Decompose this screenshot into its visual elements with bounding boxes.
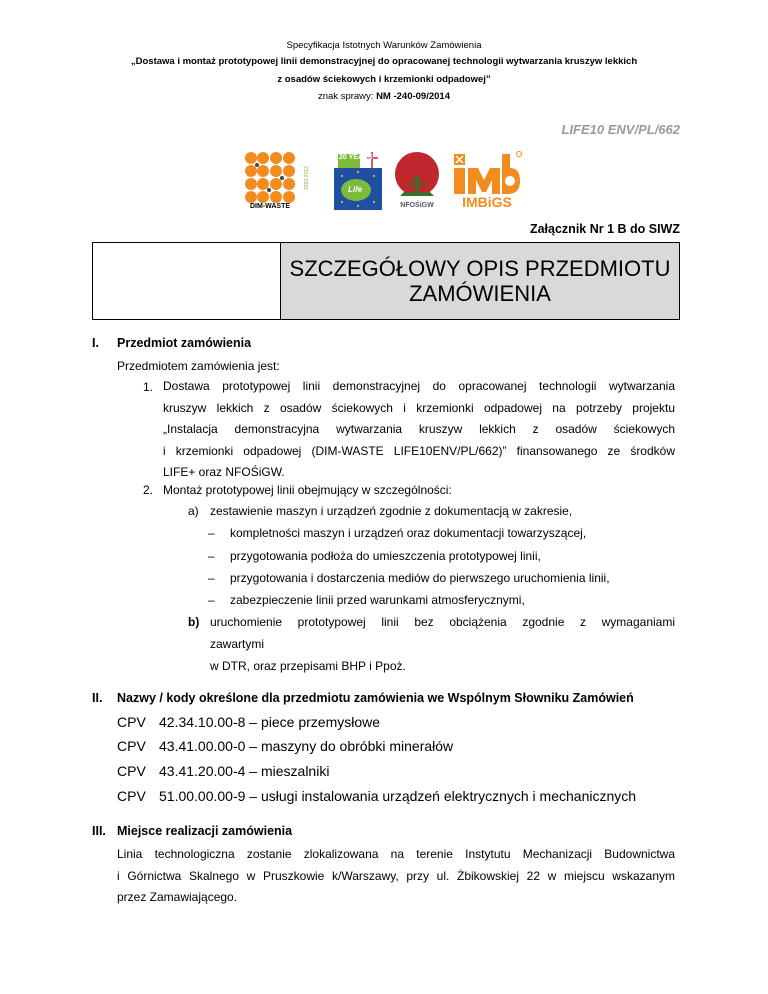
title-box [92, 242, 680, 320]
item2-text: Montaż prototypowej linii obejmujący w szczególności: [163, 483, 452, 497]
sub-a-text: zestawienie maszyn i urządzeń zgodnie z dokumentacją w zakresie, [210, 504, 573, 518]
section2-number: II. [92, 691, 103, 705]
title-box-empty-cell [93, 243, 281, 319]
sub-b-line3: w DTR, oraz przepisami BHP i Ppoż. [210, 659, 406, 673]
cpv-label: CPV [117, 714, 146, 730]
life-logo [304, 150, 386, 212]
dash-item: przygotowania i dostarczenia mediów do pierwszego uruchomienia linii, [230, 571, 610, 585]
dash-bullet: – [208, 571, 215, 585]
project-code: LIFE10 ENV/PL/662 [561, 122, 680, 137]
life-years: 1992-2012 [304, 166, 310, 190]
section3-line: Linia technologiczna zostanie zlokalizowana na terenie Instytutu Mechanizacji Budownictwa [117, 847, 675, 861]
item1-line: i krzemionki odpadowej (DIM-WASTE LIFE10ENV/PL/662)” finansowanego ze środków [163, 443, 675, 458]
cpv-text: 51.00.00.00-9 – usługi instalowania urządzeń elektrycznych i mechanicznych [159, 788, 637, 804]
sub-b-label: b) [188, 615, 200, 629]
imbigs-label: IMBiGS [462, 194, 512, 210]
cpv-text: 43.41.00.00-0 – maszyny do obróbki minerałów [159, 738, 454, 754]
dim-waste-label: DIM-WASTE [249, 203, 291, 210]
nfosigw-logo [386, 150, 448, 212]
case-number-value: NM -240-09/2014 [376, 91, 450, 102]
item2-number: 2. [143, 483, 154, 497]
section1-intro: Przedmiotem zamówienia jest: [117, 359, 280, 373]
dash-item: zabezpieczenie linii przed warunkami atmosferycznymi, [230, 593, 525, 607]
document-title-line2: ZAMÓWIENIA [409, 281, 551, 306]
sub-b-line2: zawartymi [210, 637, 265, 651]
document-title-line1: SZCZEGÓŁOWY OPIS PRZEDMIOTU [289, 256, 671, 281]
life-badge: 20 YEARS [339, 154, 373, 161]
cpv-text: 42.34.10.00-8 – piece przemysłowe [159, 714, 381, 730]
section3-line: przez Zamawiającego. [117, 890, 238, 904]
dash-bullet: – [208, 549, 215, 563]
life-word: Life [348, 185, 363, 194]
order-title-line2: z osadów ściekowych i krzemionki odpadowej” [277, 74, 491, 85]
item1-number: 1. [143, 380, 154, 394]
cpv-text: 43.41.20.00-4 – mieszalniki [159, 763, 330, 779]
dash-item: przygotowania podłoża do umieszczenia prototypowej linii, [230, 549, 541, 563]
dash-bullet: – [208, 593, 215, 607]
section3-text [117, 844, 675, 909]
sub-a-label: a) [188, 504, 199, 518]
section3-line: i Górnictwa Skalnego w Pruszkowie k/Warszawy, przy ul. Żbikowskiej 22 w miejscu wskazanym [117, 868, 675, 883]
case-number [0, 91, 768, 102]
dash-bullet: – [208, 526, 215, 540]
section3-heading: Miejsce realizacji zamówienia [117, 824, 293, 838]
attachment-label: Załącznik Nr 1 B do SIWZ [529, 222, 680, 236]
dash-item: kompletności maszyn i urządzeń oraz dokumentacji towarzyszącej, [230, 526, 587, 540]
spec-title: Specyfikacja Istotnych Warunków Zamówienia [286, 40, 482, 51]
section2-heading: Nazwy / kody określone dla przedmiotu zamówienia we Wspólnym Słowniku Zamówień [117, 691, 634, 705]
nfosigw-tree-graphic [386, 150, 448, 202]
cpv-label: CPV [117, 738, 146, 754]
item1-text [163, 376, 675, 484]
sub-b-line1: uruchomienie prototypowej linii bez obciążenia zgodnie z wymaganiami [210, 615, 675, 629]
item1-line: kruszyw lekkich z osadów ściekowych i krzemionki odpadowej na potrzeby projektu [163, 400, 675, 415]
section3-number: III. [92, 824, 106, 838]
cpv-label: CPV [117, 763, 146, 779]
item1-line: „Instalacja demonstracyjna wytwarzania kruszyw lekkich z osadów ściekowych [163, 422, 675, 436]
imbigs-logo [452, 150, 522, 212]
cpv-label: CPV [117, 788, 146, 804]
nfosigw-label: NFOŚiGW [400, 202, 434, 209]
item1-line: Dostawa prototypowej linii demonstracyjnej do opracowanej technologii wytwarzania [163, 379, 675, 393]
item1-line: LIFE+ oraz NFOŚiGW. [163, 465, 285, 479]
imbigs-logo-graphic [452, 150, 522, 196]
section1-number: I. [92, 336, 99, 350]
section1-heading: Przedmiot zamówienia [117, 336, 252, 350]
case-number-label: znak sprawy: [317, 91, 374, 102]
title-box-text-cell [281, 243, 679, 319]
dim-waste-logo [238, 150, 302, 214]
order-title-line1: „Dostawa i montaż prototypowej linii demonstracyjnej do opracowanej technologii wytwarzania kruszyw lekkich [130, 56, 638, 67]
